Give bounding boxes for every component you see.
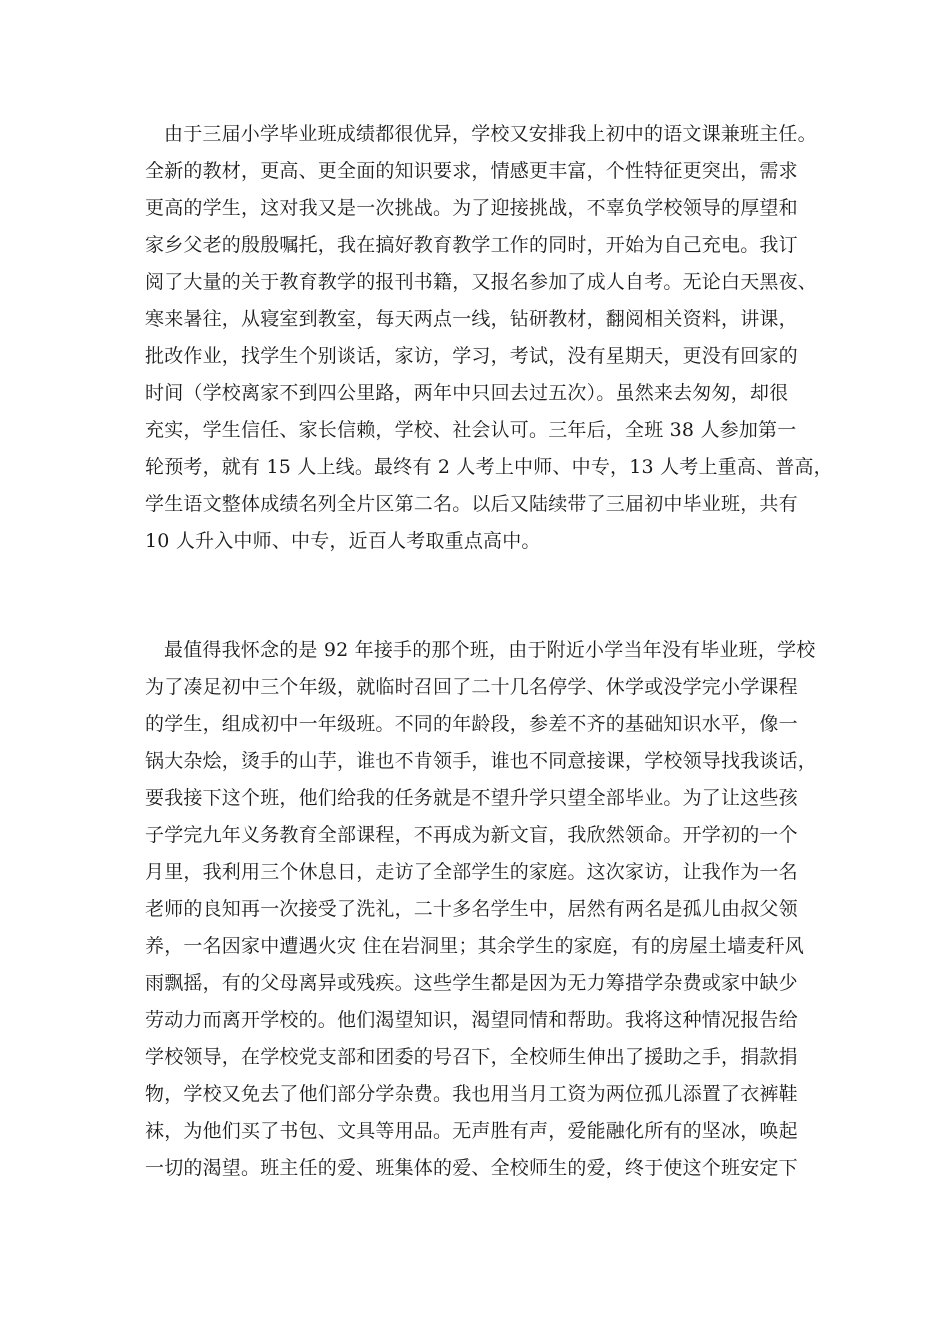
text-line: 学校领导，在学校党支部和团委的号召下，全校师生伸出了援助之手，捐款捐 — [145, 1046, 798, 1068]
text-line: 养，一名因家中遭遇火灾 住在岩洞里；其余学生的家庭，有的房屋土墙麦秆风 — [145, 935, 805, 957]
text-line: 最值得我怀念的是 92 年接手的那个班，由于附近小学当年没有毕业班，学校 — [164, 639, 816, 661]
text-line: 锅大杂烩，烫手的山芋，谁也不肯领手，谁也不同意接课，学校领导找我谈话， — [145, 750, 818, 772]
text-line: 全新的教材，更高、更全面的知识要求，情感更丰富，个性特征更突出，需求 — [145, 160, 798, 182]
text-line: 一切的渴望。班主任的爱、班集体的爱、全校师生的爱，终于使这个班安定下 — [145, 1157, 798, 1179]
text-line: 寒来暑往，从寝室到教室，每天两点一线，钻研教材，翻阅相关资料，讲课， — [145, 308, 798, 330]
text-line: 阅了大量的关于教育教学的报刊书籍，又报名参加了成人自考。无论白天黑夜、 — [145, 271, 818, 293]
text-line: 家乡父老的殷殷嘱托，我在搞好教育教学工作的同时，开始为自己充电。我订 — [145, 234, 798, 256]
text-line: 劳动力而离开学校的。他们渴望知识，渴望同情和帮助。我将这种情况报告给 — [145, 1009, 798, 1031]
text-line: 袜，为他们买了书包、文具等用品。无声胜有声，爱能融化所有的坚冰，唤起 — [145, 1120, 798, 1142]
text-line: 月里，我利用三个休息日，走访了全部学生的家庭。这次家访，让我作为一名 — [145, 861, 798, 883]
text-line: 时间（学校离家不到四公里路，两年中只回去过五次）。虽然来去匆匆，却很 — [145, 382, 789, 404]
text-line: 雨飘摇，有的父母离异或残疾。这些学生都是因为无力筹措学杂费或家中缺少 — [145, 972, 798, 994]
text-line: 轮预考，就有 15 人上线。最终有 2 人考上中师、中专，13 人考上重高、普高， — [145, 456, 833, 478]
text-line: 老师的良知再一次接受了洗礼，二十多名学生中，居然有两名是孤儿由叔父领 — [145, 898, 798, 920]
text-line: 由于三届小学毕业班成绩都很优异，学校又安排我上初中的语文课兼班主任。 — [164, 123, 817, 145]
text-line: 10 人升入中师、中专，近百人考取重点高中。 — [145, 530, 541, 552]
text-line: 为了凑足初中三个年级，就临时召回了二十几名停学、休学或没学完小学课程 — [145, 676, 798, 698]
text-line: 子学完九年义务教育全部课程，不再成为新文盲，我欣然领命。开学初的一个 — [145, 824, 798, 846]
text-line: 的学生，组成初中一年级班。不同的年龄段，参差不齐的基础知识水平，像一 — [145, 713, 798, 735]
text-line: 更高的学生，这对我又是一次挑战。为了迎接挑战，不辜负学校领导的厚望和 — [145, 197, 798, 219]
text-line: 批改作业，找学生个别谈话，家访，学习，考试，没有星期天，更没有回家的 — [145, 345, 798, 367]
text-line: 要我接下这个班，他们给我的任务就是不望升学只望全部毕业。为了让这些孩 — [145, 787, 798, 809]
text-line: 学生语文整体成绩名列全片区第二名。以后又陆续带了三届初中毕业班，共有 — [145, 493, 798, 515]
text-line: 物，学校又免去了他们部分学杂费。我也用当月工资为两位孤儿添置了衣裤鞋 — [145, 1083, 798, 1105]
text-line: 充实，学生信任、家长信赖，学校、社会认可。三年后，全班 38 人参加第一 — [145, 419, 797, 441]
